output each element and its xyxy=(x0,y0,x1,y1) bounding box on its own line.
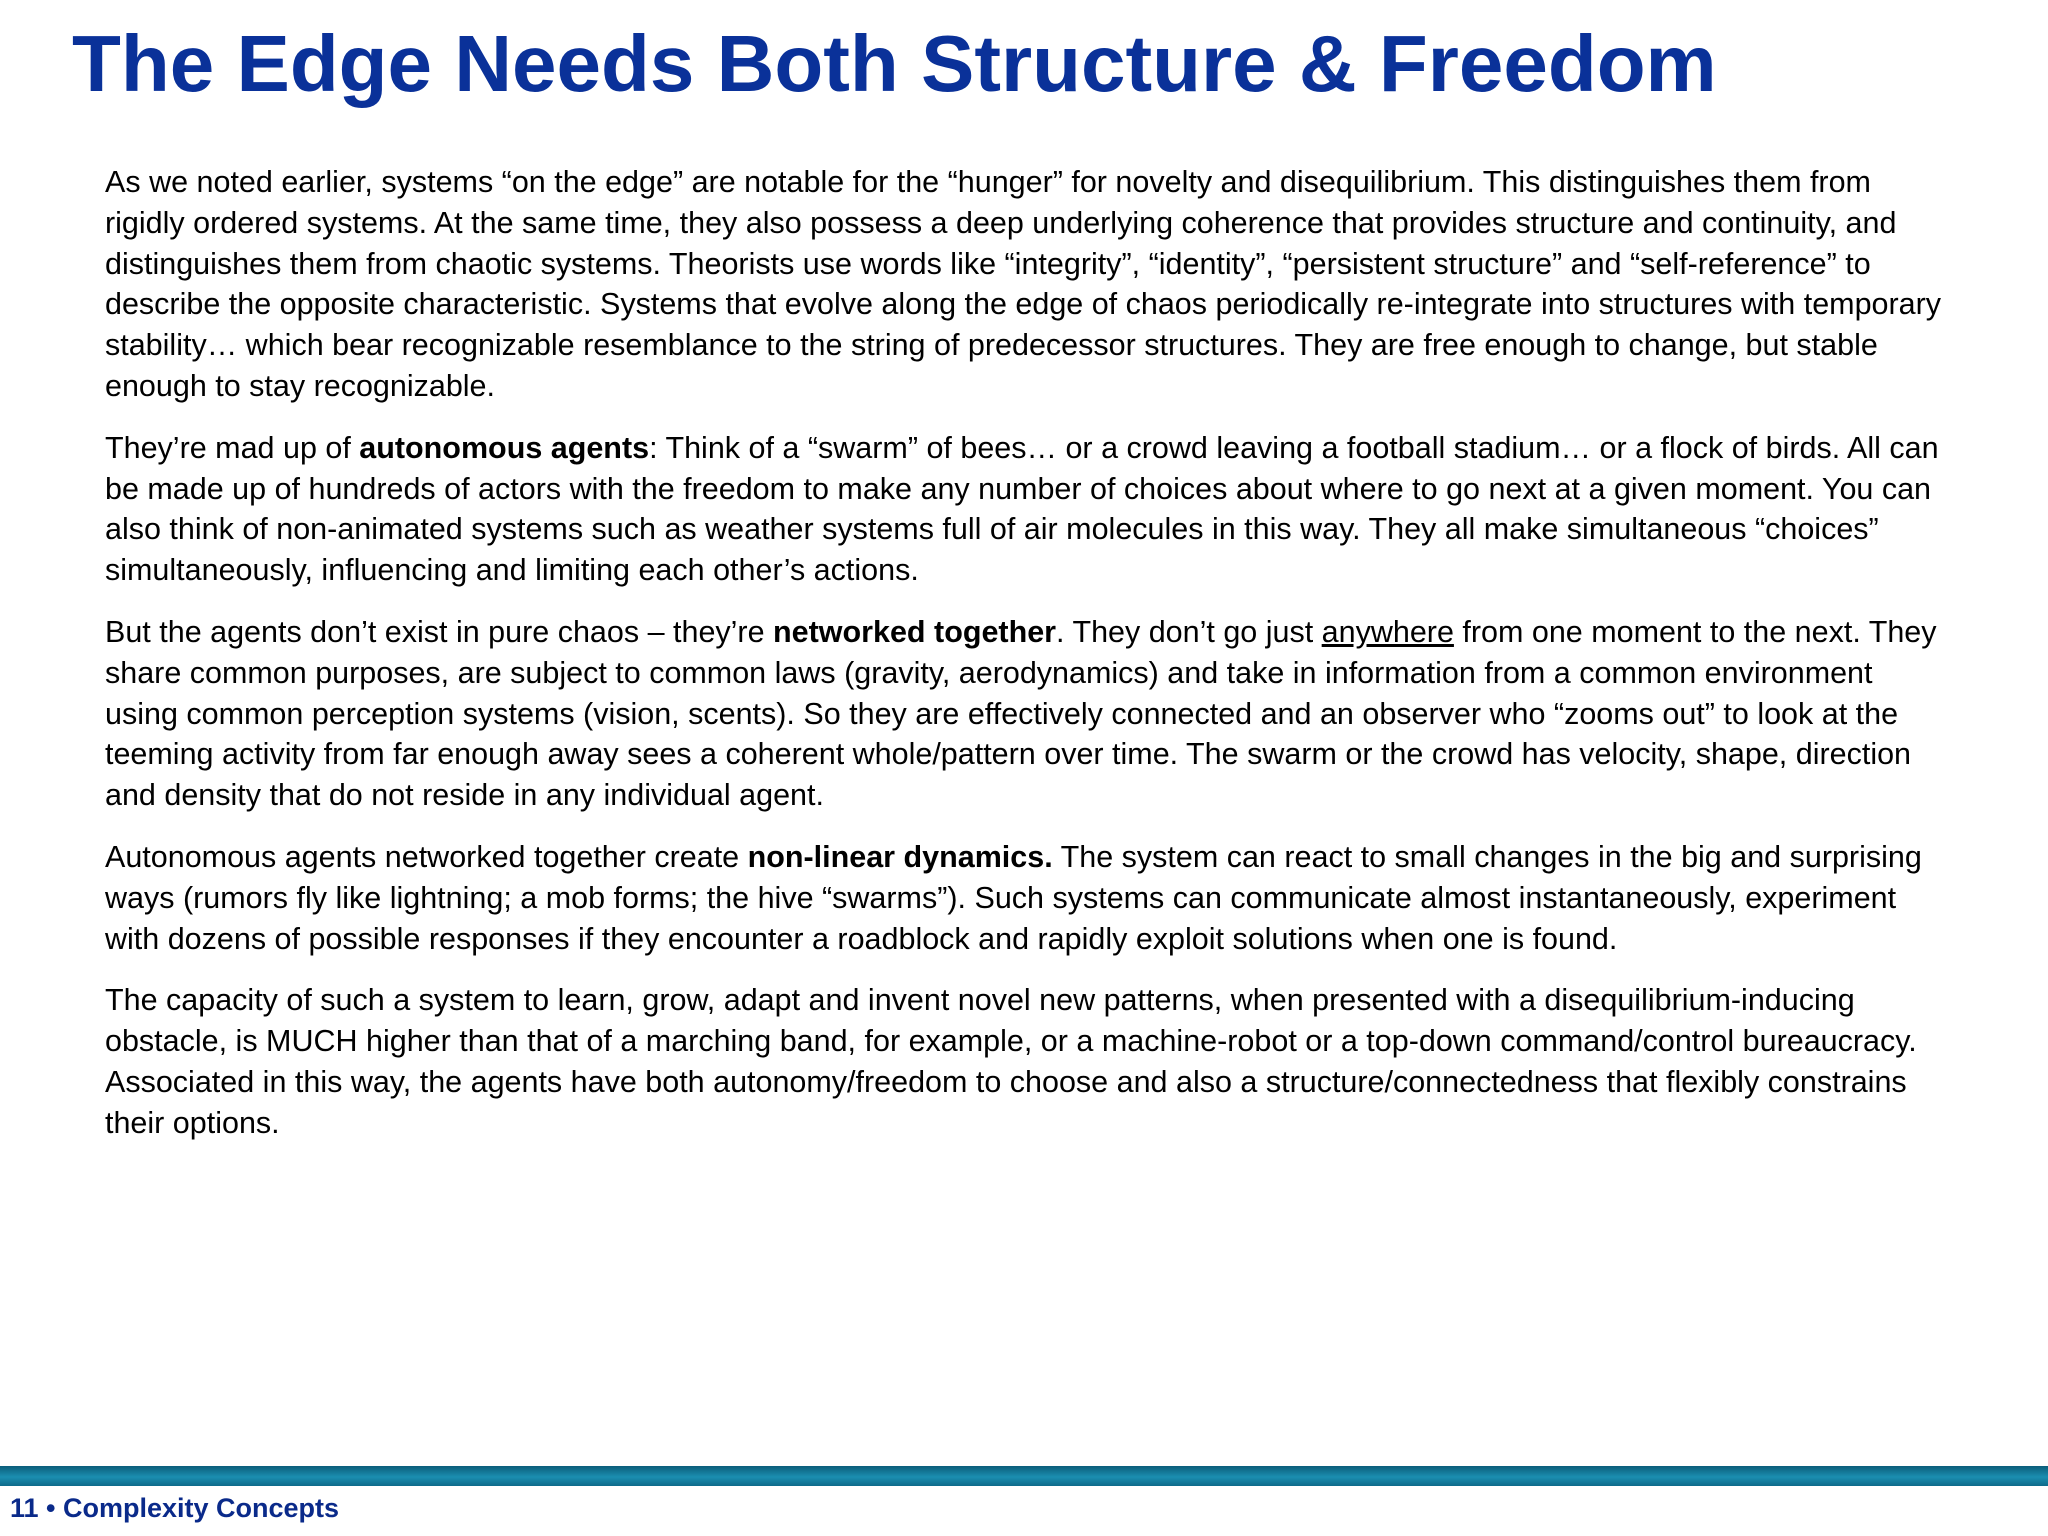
paragraph-text: Autonomous agents networked together create xyxy=(105,839,748,874)
slide-body xyxy=(105,162,1953,1165)
paragraph-text: : Think of a “swarm” of bees… or a crowd leaving a football stadium… or a flock of birds. All can be made up of hundreds of actors with the freedom to make any number of choices about where to go next at a given moment. You can also think of non-animated systems such as weather systems full of air molecules in this way. They all make simultaneous “choices” simultaneously, influencing and limiting each other’s actions. xyxy=(105,430,1939,588)
paragraph-edge-structure: As we noted earlier, systems “on the edge” are notable for the “hunger” for novelty and disequilibrium. This distinguishes them from rigidly ordered systems. At the same time, they also possess a deep underlying coherence that provides structure and continuity, and distinguishes them from chaotic systems. Theorists use words like “integrity”, “identity”, “persistent structure” and “self-reference” to describe the opposite characteristic. Systems that evolve along the edge of chaos periodically re-integrate into structures with temporary stability… which bear recognizable resemblance to the string of predecessor structures. They are free enough to change, but stable enough to stay recognizable. xyxy=(105,165,1942,403)
footer-bar xyxy=(0,1466,2048,1486)
emphasis-autonomous-agents: autonomous agents xyxy=(359,430,650,465)
emphasis-anywhere: anywhere xyxy=(1321,614,1454,649)
paragraph-text: . They don’t go just xyxy=(1056,614,1322,649)
paragraph-text: from one moment to the next. They share common purposes, are subject to common laws (gravity, aerodynamics) and take in information from a common environment using common perception systems (vision, scents). So they are effectively connected and an observer who “zooms out” to look at the teeming activity from far enough away sees a coherent whole/pattern over time. The swarm or the crowd has velocity, shape, direction and density that do not reside in any individual agent. xyxy=(105,614,1937,813)
paragraph-text: They’re mad up of xyxy=(105,430,360,465)
paragraph-text: The system can react to small changes in the big and surprising ways (rumors fly like lightning; a mob forms; the hive “swarms”). Such systems can communicate almost instantaneously, experiment with dozens of possible responses if they encounter a roadblock and rapidly exploit solutions when one is found. xyxy=(105,839,1922,956)
paragraph-networked-together xyxy=(105,612,1953,816)
paragraph-non-linear-dynamics xyxy=(105,837,1953,959)
paragraph-text: But the agents don’t exist in pure chaos – they’re xyxy=(105,614,774,649)
paragraph-capacity: The capacity of such a system to learn, grow, adapt and invent novel new patterns, when presented with a disequilibrium-inducing obstacle, is MUCH higher than that of a marching band, for example, or a machine-robot or a top-down command/control bureaucracy. Associated in this way, the agents have both autonomy/freedom to choose and also a structure/connectedness that flexibly constrains their options. xyxy=(105,983,1917,1140)
emphasis-networked-together: networked together xyxy=(773,614,1057,649)
slide-footer: 11 • Complexity Concepts xyxy=(10,1493,340,1523)
slide-title: The Edge Needs Both Structure & Freedom xyxy=(72,19,1717,108)
paragraph-autonomous-agents xyxy=(105,428,1953,591)
emphasis-non-linear-dynamics: non-linear dynamics. xyxy=(747,839,1053,874)
